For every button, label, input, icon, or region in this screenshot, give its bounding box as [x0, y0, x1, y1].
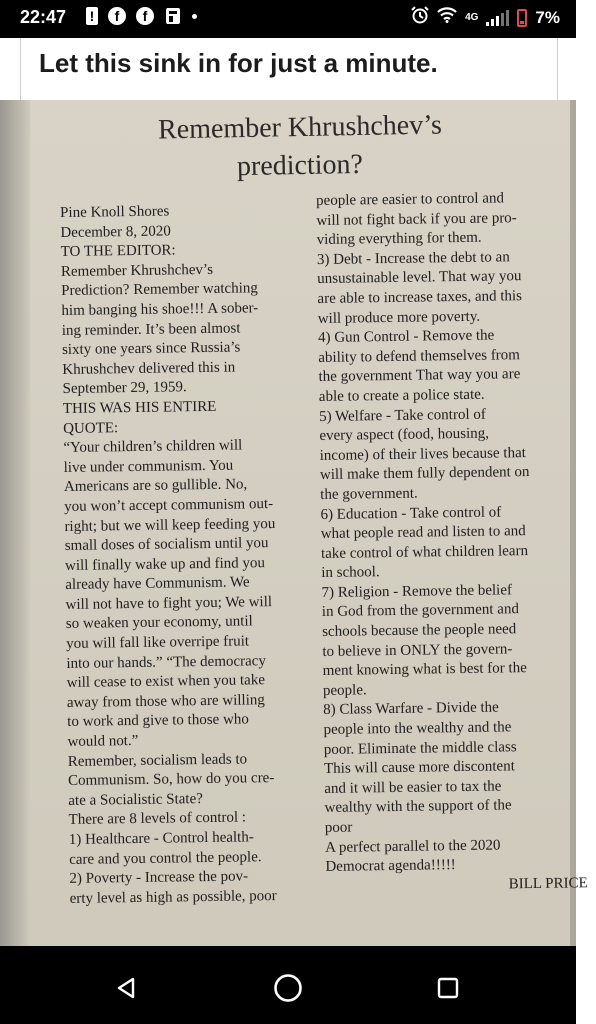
clipping-line: you won’t accept communism out- — [64, 495, 274, 515]
clipping-line: will cease to exist when you take — [66, 672, 266, 692]
clipping-line: already have Communism. We — [65, 574, 250, 594]
right-column — [316, 188, 596, 897]
navigation-bar — [0, 946, 576, 1024]
battery-icon — [517, 9, 527, 27]
clipping-line: poor — [324, 819, 353, 836]
clipping-line: right; but we will keep feeding you — [64, 515, 276, 535]
clipping-line: 1) Healthcare - Control health- — [68, 829, 254, 848]
clipping-line: unsustainable level. That way you — [317, 268, 522, 288]
clipping-line: ment knowing what is best for the — [322, 660, 527, 680]
clipping-line: Communism. So, how do you cre- — [67, 770, 275, 790]
clipping-line: 7) Religion - Remove the belief — [321, 582, 513, 601]
back-icon — [113, 975, 139, 1001]
newspaper-clipping — [30, 100, 588, 946]
clipping-line: what people read and listen to and — [320, 523, 526, 543]
clipping-line: will finally wake up and find you — [64, 554, 266, 574]
clipping-line: people into the wealthy and the — [323, 719, 512, 738]
home-button[interactable] — [272, 972, 304, 1004]
clipping-line: Democrat agenda!!!!! — [325, 857, 456, 876]
signature: BILL PRICE — [508, 875, 588, 893]
dot-icon — [192, 14, 197, 19]
clipping-line: the government That way you are — [318, 366, 521, 386]
recents-icon — [435, 975, 461, 1001]
clipping-line: will not have to fight you; We will — [65, 593, 273, 613]
facebook-icon: f — [136, 7, 154, 25]
clipping-line: into our hands.” “The democracy — [66, 652, 267, 672]
clipping-line: wealthy with the support of the — [324, 797, 512, 817]
clipping-line: Pine Knoll Shores — [60, 203, 170, 221]
post-caption: Let this sink in for just a minute. — [39, 48, 438, 78]
clipping-line: poor. Eliminate the middle class — [323, 738, 517, 758]
system-icons — [411, 6, 560, 29]
clipping-line: live under communism. You — [63, 457, 234, 476]
clipping-line: 2) Poverty - Increase the pov- — [69, 868, 249, 888]
headline-line-1: Remember Khrushchev’s — [157, 109, 443, 146]
home-icon — [272, 972, 304, 1004]
back-button[interactable] — [110, 972, 142, 1004]
app-icon — [164, 6, 182, 26]
clipping-line: will produce more poverty. — [317, 308, 481, 327]
clipping-line: able to create a police state. — [318, 386, 485, 405]
clipping-line: Khrushchev delivered this in — [62, 359, 236, 378]
clipping-line: THIS WAS HIS ENTIRE — [62, 398, 217, 417]
clipping-line: “Your children’s children will — [63, 437, 243, 457]
clipping-line: people. — [322, 682, 367, 699]
headline-line-2: prediction? — [236, 148, 364, 183]
clipping-line: schools because the people need — [322, 621, 517, 641]
notification-icons — [86, 6, 197, 26]
status-time: 22:47 — [20, 7, 67, 27]
clipping-line: 8) Class Warfare - Divide the — [323, 699, 499, 719]
clipping-line: ability to defend themselves from — [318, 346, 521, 366]
clipping-line: income) of their lives because that — [319, 444, 526, 464]
clipping-line: would not.” — [67, 732, 139, 750]
clipping-line: away from those who are willing — [66, 692, 265, 711]
clipping-line: erty level as high as possible, poor — [69, 887, 277, 907]
clipping-line: ing reminder. It’s been almost — [61, 320, 241, 339]
clipping-line: in school. — [321, 564, 380, 582]
alert-icon: ! — [86, 7, 98, 25]
network-type: 4G — [465, 12, 479, 23]
clipping-line: A perfect parallel to the 2020 — [325, 837, 501, 856]
clipping-line: Remember Khrushchev’s — [60, 261, 214, 280]
clipping-line: Remember, socialism leads to — [67, 751, 248, 770]
clipping-line: There are 8 levels of control : — [68, 809, 247, 829]
clipping-line: TO THE EDITOR: — [60, 242, 176, 261]
clipping-line: him banging his shoe!!! A sober- — [61, 300, 259, 319]
wifi-icon — [437, 7, 457, 28]
clipping-line: and it will be easier to tax the — [324, 778, 502, 797]
clipping-line: Prediction? Remember watching — [61, 280, 258, 300]
clipping-line: viding everything for them. — [316, 229, 482, 249]
clipping-line: are able to increase taxes, and this — [317, 288, 523, 307]
clipping-line: QUOTE: — [63, 419, 119, 437]
clipping-line: 3) Debt - Increase the debt to an — [316, 249, 510, 268]
clipping-line: to work and give to those who — [67, 711, 249, 731]
signal-icon — [486, 10, 509, 26]
clipping-line: 6) Education - Take control of — [320, 503, 502, 523]
battery-percent: 7% — [535, 7, 560, 27]
clipping-line: 5) Welfare - Take control of — [319, 406, 486, 425]
clipping-line: every aspect (food, housing, — [319, 425, 490, 445]
clipping-line: 4) Gun Control - Remove the — [317, 327, 495, 347]
clipping-line: to believe in ONLY the govern- — [322, 640, 513, 660]
left-column — [60, 200, 340, 909]
clipping-line: small doses of socialism until you — [64, 535, 269, 555]
facebook-icon: f — [108, 7, 126, 25]
clipping-line: ate a Socialistic State? — [68, 790, 203, 809]
alarm-icon — [411, 6, 429, 29]
recents-button[interactable] — [432, 972, 464, 1004]
clipping-line: will make them fully dependent on — [319, 464, 530, 484]
clipping-line: care and you control the people. — [69, 848, 262, 868]
clipping-line: people are easier to control and — [316, 190, 505, 209]
clipping-line: This will cause more discontent — [323, 758, 515, 778]
clipping-line: you will fall like overripe fruit — [66, 633, 250, 653]
clipping-line: take control of what children learn — [320, 542, 529, 562]
status-bar — [0, 0, 576, 38]
clipping-line: in God from the government and — [321, 601, 520, 621]
clipping-line: December 8, 2020 — [60, 223, 171, 241]
post-caption-card — [20, 38, 558, 100]
clipping-line: the government. — [320, 485, 418, 503]
clipping-line: sixty one years since Russia’s — [61, 339, 241, 359]
clipping-line: will not fight back if you are pro- — [316, 209, 517, 229]
clipping-line: Americans are so gullible. No, — [63, 476, 248, 496]
clipping-line: September 29, 1959. — [62, 379, 187, 398]
clipping-line: so weaken your economy, until — [65, 613, 253, 633]
clipping-photo[interactable] — [0, 100, 588, 946]
